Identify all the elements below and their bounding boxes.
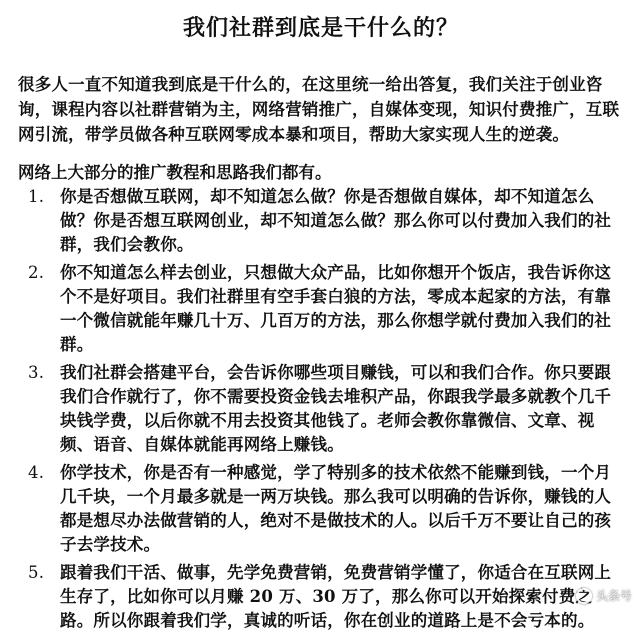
- list-item: [18, 361, 624, 457]
- list-item-text: 跟着我们干活、做事，先学免费营销，免费营销学懂了，你适合在互联网上生存了，比如你可以月赚 20 万、30 万了，那么你可以开始探索付费之路。所以你跟着我们学，真诚的听话，你在创业的道路上是不会亏本的。: [60, 563, 612, 630]
- watermark-text: 头条号: [595, 589, 632, 603]
- intro-paragraph: 很多人一直不知道我到底是干什么的，在这里统一给出答复，我们关注于创业咨询，课程内容以社群营销为主，网络营销推广，自媒体变现，知识付费推广，互联网引流，带学员做各种互联网零成本暴和项目，帮助大家实现人生的逆袭。: [18, 75, 620, 144]
- list-item: [18, 185, 624, 257]
- list-item-number: 4.: [28, 463, 45, 482]
- page-title: 我们社群到底是干什么的？: [182, 15, 459, 41]
- list-item-text: 你是否想做互联网，却不知道怎么做？你是否想做自媒体，却不知道怎么做？你是否想互联网创业，却不知道怎么做？那么你可以付费加入我们的社群，我们会教你。: [60, 187, 612, 254]
- watermark: [576, 587, 632, 604]
- watermark-logo-icon: [576, 588, 592, 604]
- list-item-text: 你学技术，你是否有一种感觉，学了特别多的技术依然不能赚到钱，一个月几千块，一个月最多就是一两万块钱。那么我可以明确的告诉你，赚钱的人都是想尽办法做营销的人，绝对不是做技术的人。以后千万不要让自己的孩子去学技术。: [60, 463, 612, 554]
- list-item-number: 1.: [28, 187, 45, 206]
- lead-sentence: 网络上大部分的推广教程和思路我们都有。: [18, 163, 332, 182]
- list-item-number: 2.: [28, 263, 45, 282]
- list-item: [18, 461, 624, 557]
- numbered-list: [18, 185, 624, 633]
- list-item: [18, 561, 624, 633]
- list-item: [18, 261, 624, 357]
- list-item-number: 3.: [28, 363, 45, 382]
- list-item-number: 5.: [28, 563, 45, 582]
- list-item-text: 我们社群会搭建平台，会告诉你哪些项目赚钱，可以和我们合作。你只要跟我们合作就行了，你不需要投资金钱去堆积产品，你跟我学最多就教个几千块钱学费，以后你就不用去投资其他钱了。老师会教你靠微信、文章、视频、语音、自媒体就能再网络上赚钱。: [60, 363, 612, 454]
- list-item-text: 你不知道怎么样去创业，只想做大众产品，比如你想开个饭店，我告诉你这个不是好项目。我们社群里有空手套白狼的方法，零成本起家的方法，有靠一个微信就能年赚几十万、几百万的方法，那么你想学就付费加入我们的社群。: [60, 263, 612, 354]
